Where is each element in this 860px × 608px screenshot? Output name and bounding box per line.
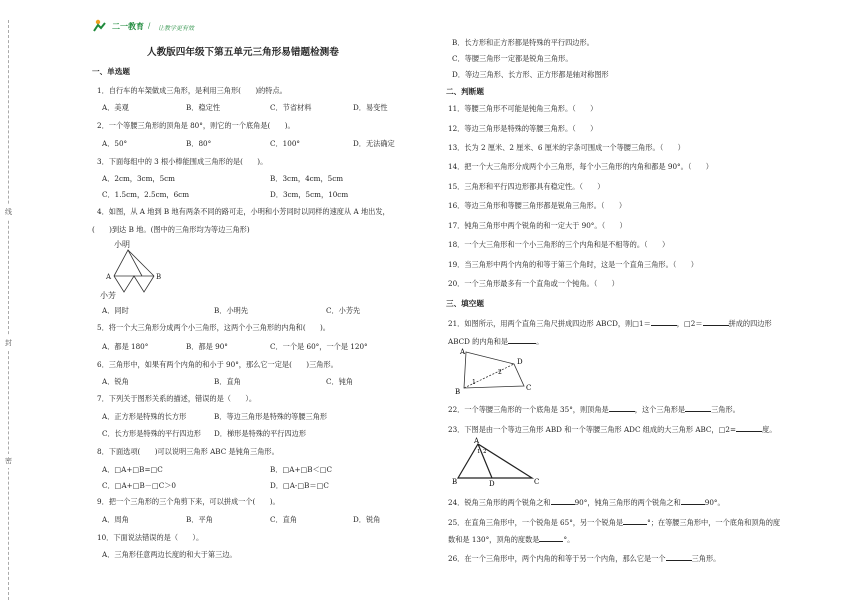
q3-option-c: C．1.5cm，2.5cm，6cm	[102, 190, 190, 199]
q22-text-e: 三角形。	[711, 405, 740, 414]
question-7: 7．下列关于图形关系的描述，错误的是（ ）。	[97, 394, 257, 403]
question-20: 20．一个三角形最多有一个直角或一个钝角。（ ）	[448, 279, 619, 288]
q3-option-d: D．3cm，5cm，10cm	[270, 190, 349, 199]
q23-label-a: A	[474, 437, 480, 445]
q21-label-b: B	[455, 388, 461, 396]
binding-char-mi: 密	[5, 454, 12, 468]
q10-option-d: D．等边三角形、长方形、正方形都是轴对称图形	[452, 70, 609, 79]
q4-label-xiaoming: 小明	[114, 240, 130, 249]
q24-blank-2[interactable]	[681, 497, 705, 505]
binding-char-feng: 封	[5, 336, 12, 350]
q23-label-angle1: 1	[477, 449, 481, 455]
q7-option-c: C．长方形是特殊的平行四边形	[102, 429, 201, 438]
q10-option-c: C．等腰三角形一定都是锐角三角形。	[452, 54, 573, 63]
q26-text-a: 26．在一个三角形中，两个内角的和等于另一个内角，那么它是一个	[448, 554, 666, 563]
section-single-choice: 一、单选题	[92, 67, 130, 76]
q21-label-c: C	[526, 384, 532, 392]
q8-option-c: C．□A+□B－□C＞0	[102, 481, 177, 490]
q22-blank-2[interactable]	[685, 404, 711, 412]
q7-option-b: B．等边三角形是特殊的等腰三角形	[214, 412, 328, 421]
question-11: 11．等腰三角形不可能是钝角三角形。（ ）	[448, 104, 598, 113]
q8-option-d: D．□A-□B＝□C	[270, 481, 329, 490]
q21-label-a: A	[460, 348, 466, 356]
question-25-line2	[448, 534, 574, 544]
q9-option-c: C．直角	[270, 515, 298, 524]
question-15: 15．三角形和平行四边形都具有稳定性。（ ）	[448, 182, 605, 191]
q23-blank-1[interactable]	[736, 424, 762, 432]
question-24	[448, 497, 725, 507]
q21-text-m: ，□2＝	[676, 319, 703, 328]
question-21-line1	[448, 318, 772, 328]
q6-option-a: A．锐角	[102, 377, 129, 386]
q5-option-a: A．都是 180°	[102, 342, 149, 351]
q23-label-b: B	[452, 478, 458, 486]
q4-route-figure	[96, 236, 168, 302]
q21-label-angle1: 1	[472, 379, 476, 386]
question-4-line2: ( )到达 B 地。(图中的三角形均为等边三角形)	[92, 225, 250, 234]
q10-option-b: B．长方形和正方形都是特殊的平行四边形。	[452, 38, 594, 47]
question-21-line2: ABCD 的内角和是 。	[448, 337, 544, 346]
question-22	[448, 404, 740, 414]
brand-slogan: 让教学更有效	[158, 25, 195, 32]
binding-char-xian: 线	[5, 205, 12, 219]
q21-text-e: 拼成的四边形	[728, 319, 772, 328]
q25-text-e: °。	[563, 535, 575, 544]
q23-text-a: 23．下图是由一个等边三角形 ABD 和一个等腰三角形 ADC 组成的大三角形 ABC，□2=	[448, 425, 737, 434]
q24-text-a: 24．锐角三角形的两个锐角之和	[448, 498, 551, 507]
q21-text-a: 21．如图所示，用两个直角三角尺拼成四边形 ABCD，则□1＝	[448, 319, 651, 328]
q25-text-b: 数和是 130°，顶角的度数是	[448, 535, 540, 544]
q22-text-a: 22．一个等腰三角形的一个底角是 35°，则顶角是	[448, 405, 609, 414]
q22-text-m: ，这个三角形是	[634, 405, 686, 414]
question-2: 2．一个等腰三角形的顶角是 80°，则它的一个底角是( )。	[97, 121, 295, 130]
q8-option-b: B．□A+□B＜□C	[270, 465, 333, 474]
q23-label-c: C	[534, 478, 540, 486]
q21-blank-2[interactable]	[703, 318, 729, 326]
section-fill-blank: 三、填空题	[446, 299, 484, 308]
q6-option-b: B．直角	[214, 377, 241, 386]
q7-option-a: A．正方形是特殊的长方形	[102, 412, 187, 421]
q9-option-b: B．平角	[186, 515, 213, 524]
q25-blank-2[interactable]	[539, 534, 563, 542]
question-25-line1	[448, 517, 780, 527]
question-9: 9．把一个三角形的三个角剪下来，可以拼成一个( )。	[97, 497, 280, 506]
q2-option-b: B．80°	[186, 139, 212, 148]
q4-option-a: A．同时	[102, 306, 129, 315]
q21-blank-1[interactable]	[651, 318, 677, 326]
q3-option-a: A．2cm，3cm，5cm	[102, 174, 175, 183]
brand-name: 二一教育	[112, 22, 144, 31]
question-1: 1．自行车的车架做成三角形，是利用三角形( )的特点。	[97, 86, 287, 95]
q26-text-e: 三角形。	[691, 554, 721, 563]
q3-option-b: B．3cm，4cm，5cm	[270, 174, 344, 183]
question-16: 16．等边三角形和等腰三角形都是锐角三角形。（ ）	[448, 201, 627, 210]
q4-label-xiaofang: 小芳	[100, 291, 116, 300]
q9-option-a: A．周角	[102, 515, 129, 524]
question-14: 14．把一个大三角形分成两个小三角形，每个小三角形的内角和都是 90°。（ ）	[448, 162, 713, 171]
question-18: 18．一个大三角形和一个小三角形的三个内角和是不相等的。（ ）	[448, 240, 670, 249]
question-5: 5．将一个大三角形分成两个小三角形，这两个小三角形的内角和( )。	[97, 323, 330, 332]
question-4-line1: 4．如图，从 A 地到 B 地有两条不同的路可走，小明和小芳同时以同样的速度从 A 地出发，	[97, 207, 390, 216]
q8-option-a: A．□A+□B=□C	[102, 465, 163, 474]
q24-text-m: 90°，钝角三角形的两个锐角之和	[574, 498, 681, 507]
question-13: 13．长为 2 厘米、2 厘米、6 厘米的字条可围成一个等腰三角形。（ ）	[448, 143, 685, 152]
question-23	[448, 424, 776, 434]
question-19: 19．当三角形中两个内角的和等于第三个角时，这是一个直角三角形。（ ）	[448, 260, 698, 269]
q21-quadrilateral-figure	[452, 346, 532, 396]
q25-text-a: 25．在直角三角形中，一个锐角是 65°，另一个锐角是	[448, 518, 624, 527]
brand-logo-icon	[92, 19, 112, 33]
q1-option-a: A．美观	[102, 103, 129, 112]
q25-blank-1[interactable]	[623, 517, 647, 525]
q21-label-d: D	[517, 358, 523, 366]
q1-option-c: C．节省材料	[270, 103, 312, 112]
page-title: 人教版四年级下第五单元三角形易错题检测卷	[147, 47, 339, 58]
q6-option-c: C．钝角	[326, 377, 354, 386]
q9-option-d: D．锐角	[353, 515, 381, 524]
q24-blank-1[interactable]	[551, 497, 575, 505]
q23-label-d: D	[489, 480, 495, 486]
q1-option-b: B．稳定性	[186, 103, 221, 112]
q4-option-b: B．小明先	[214, 306, 249, 315]
q2-option-a: A．50°	[102, 139, 128, 148]
question-3: 3．下面每组中的 3 根小棒能围成三角形的是( )。	[97, 157, 268, 166]
q10-option-a: A．三角形任意两边长度的和大于第三边。	[102, 550, 237, 559]
q21-text-b: ABCD 的内角和是	[448, 337, 509, 346]
q1-option-d: D．易变性	[353, 103, 388, 112]
question-8: 8．下面选项( )可以说明三角形 ABC 是钝角三角形。	[97, 447, 279, 456]
q23-text-e: 度。	[762, 425, 777, 434]
q22-blank-1[interactable]	[609, 404, 635, 412]
q2-option-c: C．100°	[270, 139, 300, 148]
binding-line	[8, 20, 9, 600]
q7-option-d: D．梯形是特殊的平行四边形	[214, 429, 307, 438]
question-10: 10．下面说法错误的是（ ）。	[97, 533, 204, 542]
question-12: 12．等边三角形是特殊的等腰三角形。（ ）	[448, 124, 598, 133]
q4-option-c: C．小芳先	[326, 306, 361, 315]
q21-label-angle2: 2	[498, 369, 502, 376]
q2-option-d: D．无法确定	[353, 139, 395, 148]
q23-triangle-figure	[452, 436, 548, 486]
q23-label-angle2: 2	[483, 449, 487, 455]
q4-label-a: A	[106, 273, 112, 281]
section-true-false: 二、判断题	[446, 87, 484, 96]
q25-text-m: °；在等腰三角形中，一个底角和顶角的度	[647, 518, 781, 527]
question-6: 6．三角形中，如果有两个内角的和小于 90°，那么它一定是( )三角形。	[97, 360, 338, 369]
q4-label-b: B	[156, 273, 162, 281]
q5-option-b: B．都是 90°	[186, 342, 228, 351]
header-slash: /	[148, 22, 151, 30]
q5-option-c: C．一个是 60°，一个是 120°	[270, 342, 368, 351]
q21-blank-3[interactable]	[508, 336, 536, 344]
q24-text-e: 90°。	[704, 498, 725, 507]
q26-blank-1[interactable]	[666, 553, 692, 561]
question-26	[448, 553, 720, 563]
question-17: 17．钝角三角形中两个锐角的和一定大于 90°。（ ）	[448, 221, 627, 230]
